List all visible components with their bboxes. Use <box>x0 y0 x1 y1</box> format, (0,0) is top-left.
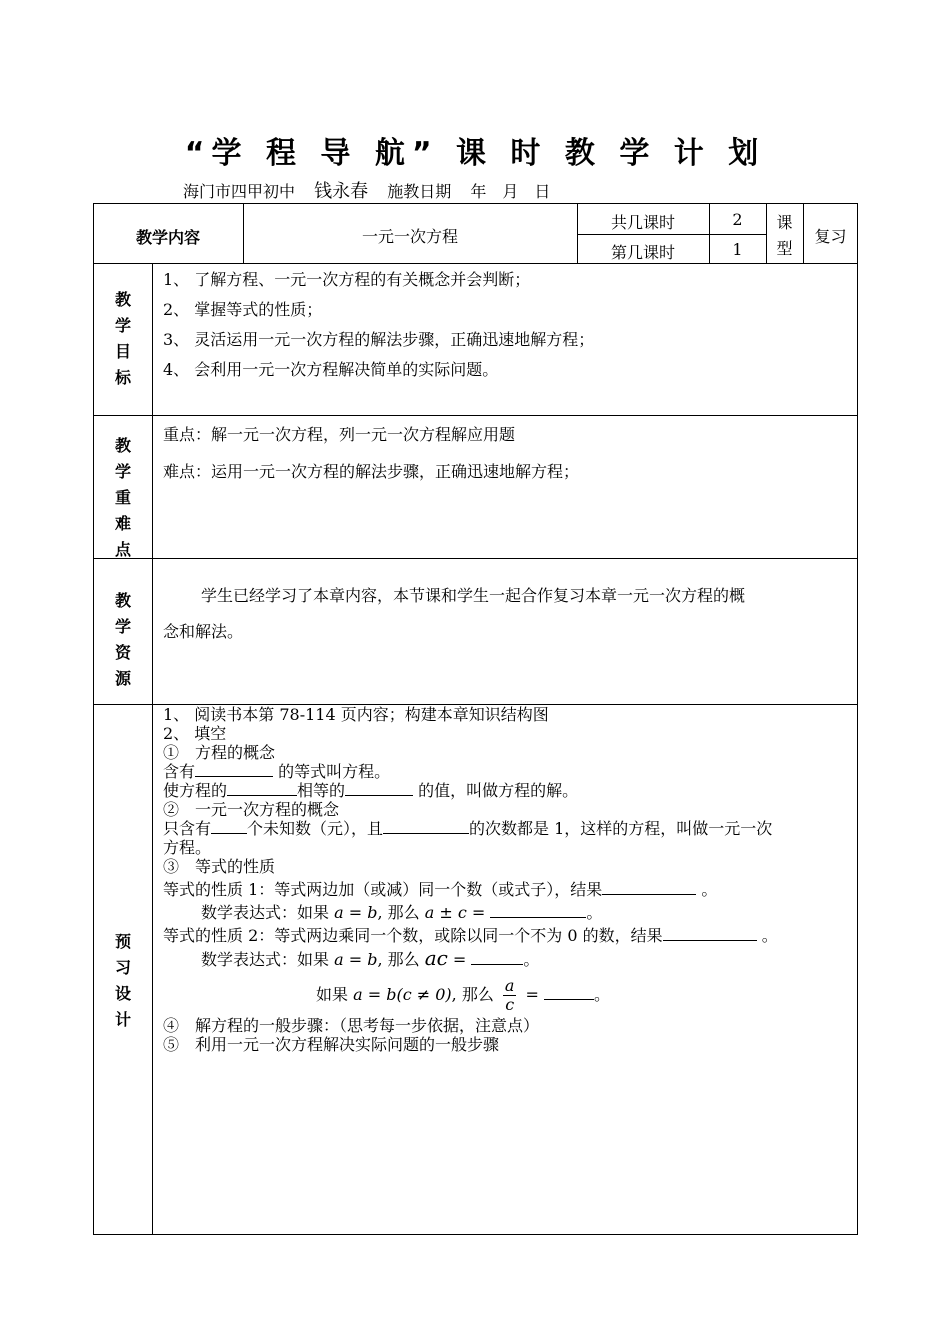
preview-label-char: 计 <box>114 1010 131 1029</box>
goals-label-char: 目 <box>114 342 131 361</box>
content-value: 一元一次方程 <box>361 227 458 246</box>
row-divider <box>93 263 858 264</box>
math-expr: ac <box>424 946 448 970</box>
resources-line-1: 学生已经学习了本章内容，本节课和学生一起合作复习本章一元一次方程的概 <box>201 586 746 605</box>
resources-label-char: 源 <box>114 669 131 688</box>
property-1 <box>163 880 778 899</box>
section-solving-steps: ④ 解方程的一般步骤：（思考每一步依据，注意点） <box>163 1016 540 1035</box>
preview-label <box>113 929 133 1033</box>
preview-label-char: 习 <box>114 958 131 977</box>
fill-blank[interactable] <box>602 880 696 895</box>
text: 。 <box>696 880 718 899</box>
property-2-division-expression <box>163 977 778 1014</box>
preview-content <box>163 705 778 1054</box>
resources-label-char: 教 <box>114 591 131 610</box>
resources-text <box>163 578 745 650</box>
resources-label <box>113 588 133 692</box>
text: , 那么 <box>377 903 425 922</box>
goals-label-char: 教 <box>114 290 131 309</box>
resources-label-char: 资 <box>114 643 131 662</box>
fill-line-equation-def <box>163 762 778 781</box>
fill-blank[interactable] <box>490 903 586 918</box>
text: 数学表达式：如果 <box>201 903 335 922</box>
lesson-type-label-1: 课 <box>776 213 793 232</box>
text: 。 <box>586 903 603 922</box>
date-fields: 年 月 日 <box>470 182 551 201</box>
row-divider <box>93 558 858 559</box>
property-2-expression <box>163 946 778 970</box>
fill-blank[interactable] <box>345 781 413 796</box>
goals-label <box>113 287 133 391</box>
text: = <box>520 985 545 1004</box>
lesson-number-value: 1 <box>732 240 743 259</box>
goals-label-char: 学 <box>114 316 131 335</box>
text: 如果 <box>316 985 354 1004</box>
date-label: 施教日期 <box>387 182 452 201</box>
text: 等式的性质 1：等式两边加（或减）同一个数（或式子），结果 <box>163 880 603 899</box>
header-line <box>183 177 564 203</box>
lesson-type-value: 复习 <box>814 227 847 246</box>
key-points-label-char: 学 <box>114 462 131 481</box>
text: 相等的 <box>297 781 346 800</box>
text: 使方程的 <box>163 781 228 800</box>
preview-label-char: 预 <box>114 932 131 951</box>
section-equation-concept: ① 方程的概念 <box>163 743 276 762</box>
text: 含有 <box>163 762 196 781</box>
property-1-expression <box>163 903 778 922</box>
math-expr: a = b <box>334 903 378 922</box>
total-lessons-label: 共几课时 <box>610 213 675 232</box>
text: = <box>466 903 491 922</box>
key-point-item: 难点：运用一元一次方程的解法步骤，正确迅速地解方程； <box>163 462 580 481</box>
key-points-label <box>113 433 133 563</box>
property-2 <box>163 926 778 945</box>
fill-line-solution-def <box>163 781 778 800</box>
key-points-label-char: 教 <box>114 436 131 455</box>
key-points-label-char: 重 <box>114 488 131 507</box>
text: 只含有 <box>163 819 212 838</box>
preview-step-1: 1、 阅读书本第 78-114 页内容；构建本章知识结构图 <box>163 705 549 724</box>
text: 等式的性质 2：等式两边乘同一个数，或除以同一个不为 0 的数，结果 <box>163 926 663 945</box>
text: , 那么 <box>451 985 499 1004</box>
fill-blank[interactable] <box>383 819 469 834</box>
school-name: 海门市四甲初中 <box>183 182 296 201</box>
text: 个未知数（元），且 <box>247 819 384 838</box>
col-divider <box>152 263 153 1235</box>
text: , 那么 <box>377 950 425 969</box>
teacher-name: 钱永春 <box>314 181 369 202</box>
text: 。 <box>523 950 540 969</box>
goal-item: 1、 了解方程、一元一次方程的有关概念并会判断； <box>163 270 531 289</box>
text: 。 <box>594 985 611 1004</box>
fill-blank[interactable] <box>211 819 247 834</box>
page-title: “学 程 导 航” 课 时 教 学 计 划 <box>184 136 766 171</box>
section-application-steps: ⑤ 利用一元一次方程解决实际问题的一般步骤 <box>163 1035 500 1054</box>
lesson-type-label <box>766 210 803 262</box>
goal-item: 3、 灵活运用一元一次方程的解法步骤，正确迅速地解方程； <box>163 330 595 349</box>
text: = <box>447 950 472 969</box>
section-equality-properties: ③ 等式的性质 <box>163 857 276 876</box>
linear-def-continuation: 方程。 <box>163 838 212 857</box>
content-label: 教学内容 <box>135 228 200 247</box>
text: 数学表达式：如果 <box>201 950 335 969</box>
math-expr: a = b <box>334 950 378 969</box>
fill-blank[interactable] <box>663 926 757 941</box>
total-lessons-value: 2 <box>732 210 743 229</box>
goal-item: 4、 会利用一元一次方程解决简单的实际问题。 <box>163 360 499 379</box>
preview-step-2: 2、 填空 <box>163 724 227 743</box>
fill-blank[interactable] <box>227 781 297 796</box>
fill-blank[interactable] <box>544 985 594 1000</box>
goals-list <box>163 265 594 385</box>
lesson-type-label-2: 型 <box>776 239 793 258</box>
math-expr: a ± c <box>424 903 467 922</box>
preview-label-char: 设 <box>114 984 131 1003</box>
text: 的次数都是 1，这样的方程，叫做一元一次 <box>469 819 773 838</box>
fraction-numerator: a <box>504 976 515 995</box>
text: 的值，叫做方程的解。 <box>413 781 579 800</box>
row-divider <box>577 234 766 235</box>
fill-blank[interactable] <box>195 762 273 777</box>
text: 的等式叫方程。 <box>273 762 391 781</box>
key-points-label-char: 点 <box>114 540 131 559</box>
goal-item: 2、 掌握等式的性质； <box>163 300 323 319</box>
goals-label-char: 标 <box>114 368 131 387</box>
key-points-list <box>163 416 579 490</box>
fill-line-linear-def <box>163 819 778 838</box>
key-points-label-char: 难 <box>114 514 131 533</box>
resources-line-2: 念和解法。 <box>163 622 244 641</box>
fraction-denominator: c <box>505 995 515 1014</box>
math-expr: a = b(c ≠ 0) <box>353 985 452 1004</box>
key-point-item: 重点：解一元一次方程，列一元一次方程解应用题 <box>163 425 516 444</box>
fill-blank[interactable] <box>471 950 523 965</box>
text: 。 <box>756 926 778 945</box>
lesson-number-label: 第几课时 <box>610 243 675 262</box>
section-linear-equation-concept: ② 一元一次方程的概念 <box>163 800 340 819</box>
fraction <box>503 977 517 1014</box>
resources-label-char: 学 <box>114 617 131 636</box>
